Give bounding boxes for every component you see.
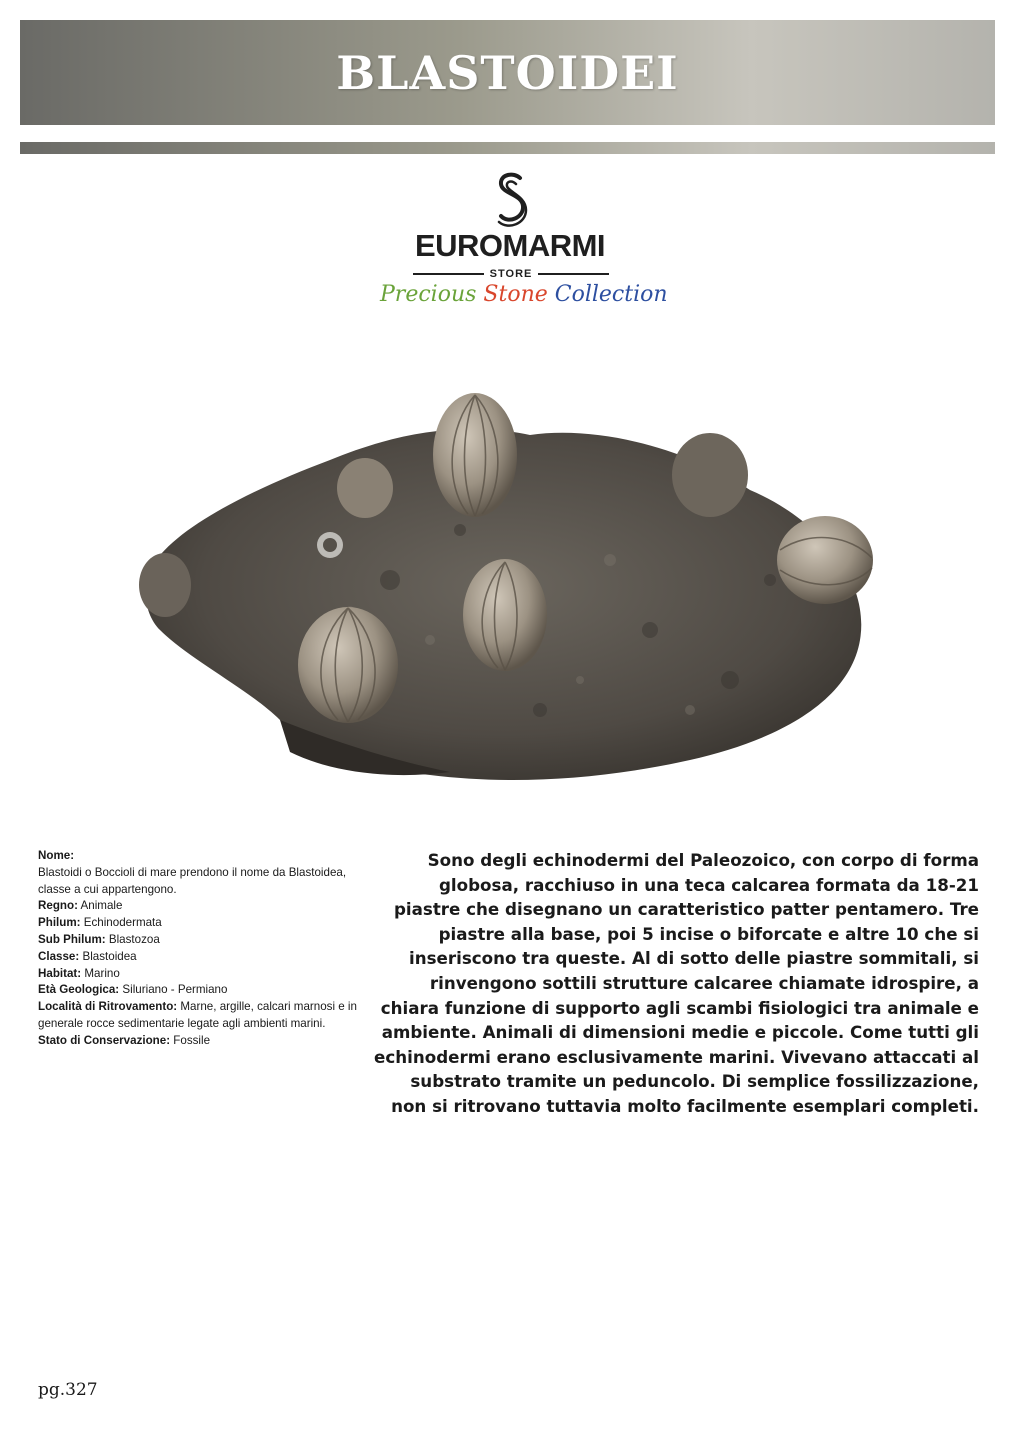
subphylum-value: Blastozoa [108, 932, 160, 946]
blastoid-fossil-photo [130, 380, 890, 810]
description-text: Sono degli echinodermi del Paleozoico, con corpo di forma globosa, racchiuso in una teca calcarea formata da 18-21 piastre che disegnano un caratteristico patter pentamero. Tre piastre alla base, poi 5 incise o biforcate e altre 10 che si inseriscono tra queste. Al di sotto delle piastre sommitali, si rinvengono sottili strutture calcaree chiamate idrospire, a chiara funzione di supporto agli scambi fisiologici tra animale e ambiente. Animali di dimensioni medie e piccole. Come tutti gli echinodermi erano esclusivamente marini. Vivevano attaccati al substrato tramite un peduncolo. Di semplice fossilizzazione, non si ritrovano tuttavia molto facilmente esemplari completi. [374, 850, 979, 1116]
localita-label: Località di Ritrovamento: [38, 1000, 178, 1014]
store-subtitle [413, 266, 609, 282]
habitat-value: Marino [84, 966, 120, 980]
eta-value: Siluriano - Permiano [122, 983, 228, 997]
subphylum-label: Sub Philum: [38, 932, 106, 946]
regno-value: Animale [80, 899, 123, 913]
brand-name: EUROMARMI [414, 228, 606, 263]
header-divider [20, 142, 995, 154]
stato-value: Fossile [173, 1033, 211, 1047]
page-number: pg.327 [38, 1380, 98, 1400]
collection-tagline [380, 282, 668, 307]
nome-value: Blastoidi o Boccioli di mare prendono il nome da Blastoidea, classe a cui appartengono. [38, 865, 347, 896]
s-hook-logo-icon [492, 172, 532, 230]
localita-value: Marne, argille, calcari marnosi e in generale rocce sedimentarie legate agli ambienti marini. [38, 1000, 357, 1030]
habitat-label: Habitat: [38, 966, 82, 980]
stato-label: Stato di Conservazione: [38, 1033, 171, 1047]
eta-label: Età Geologica: [38, 983, 120, 997]
classe-value: Blastoidea [82, 949, 137, 963]
regno-label: Regno: [38, 899, 78, 913]
tagline-word-stone: Stone [483, 282, 548, 307]
phylum-label: Philum: [38, 916, 81, 930]
specimen-info [38, 848, 358, 1050]
nome-label: Nome: [38, 849, 75, 862]
tagline-word-precious: Precious [380, 282, 477, 307]
classe-label: Classe: [38, 949, 80, 963]
title-banner [20, 20, 995, 125]
phylum-value: Echinodermata [83, 916, 162, 930]
tagline-word-collection: Collection [554, 282, 668, 307]
store-label: STORE [489, 268, 533, 280]
page-title: BLASTOIDEI [336, 45, 679, 100]
